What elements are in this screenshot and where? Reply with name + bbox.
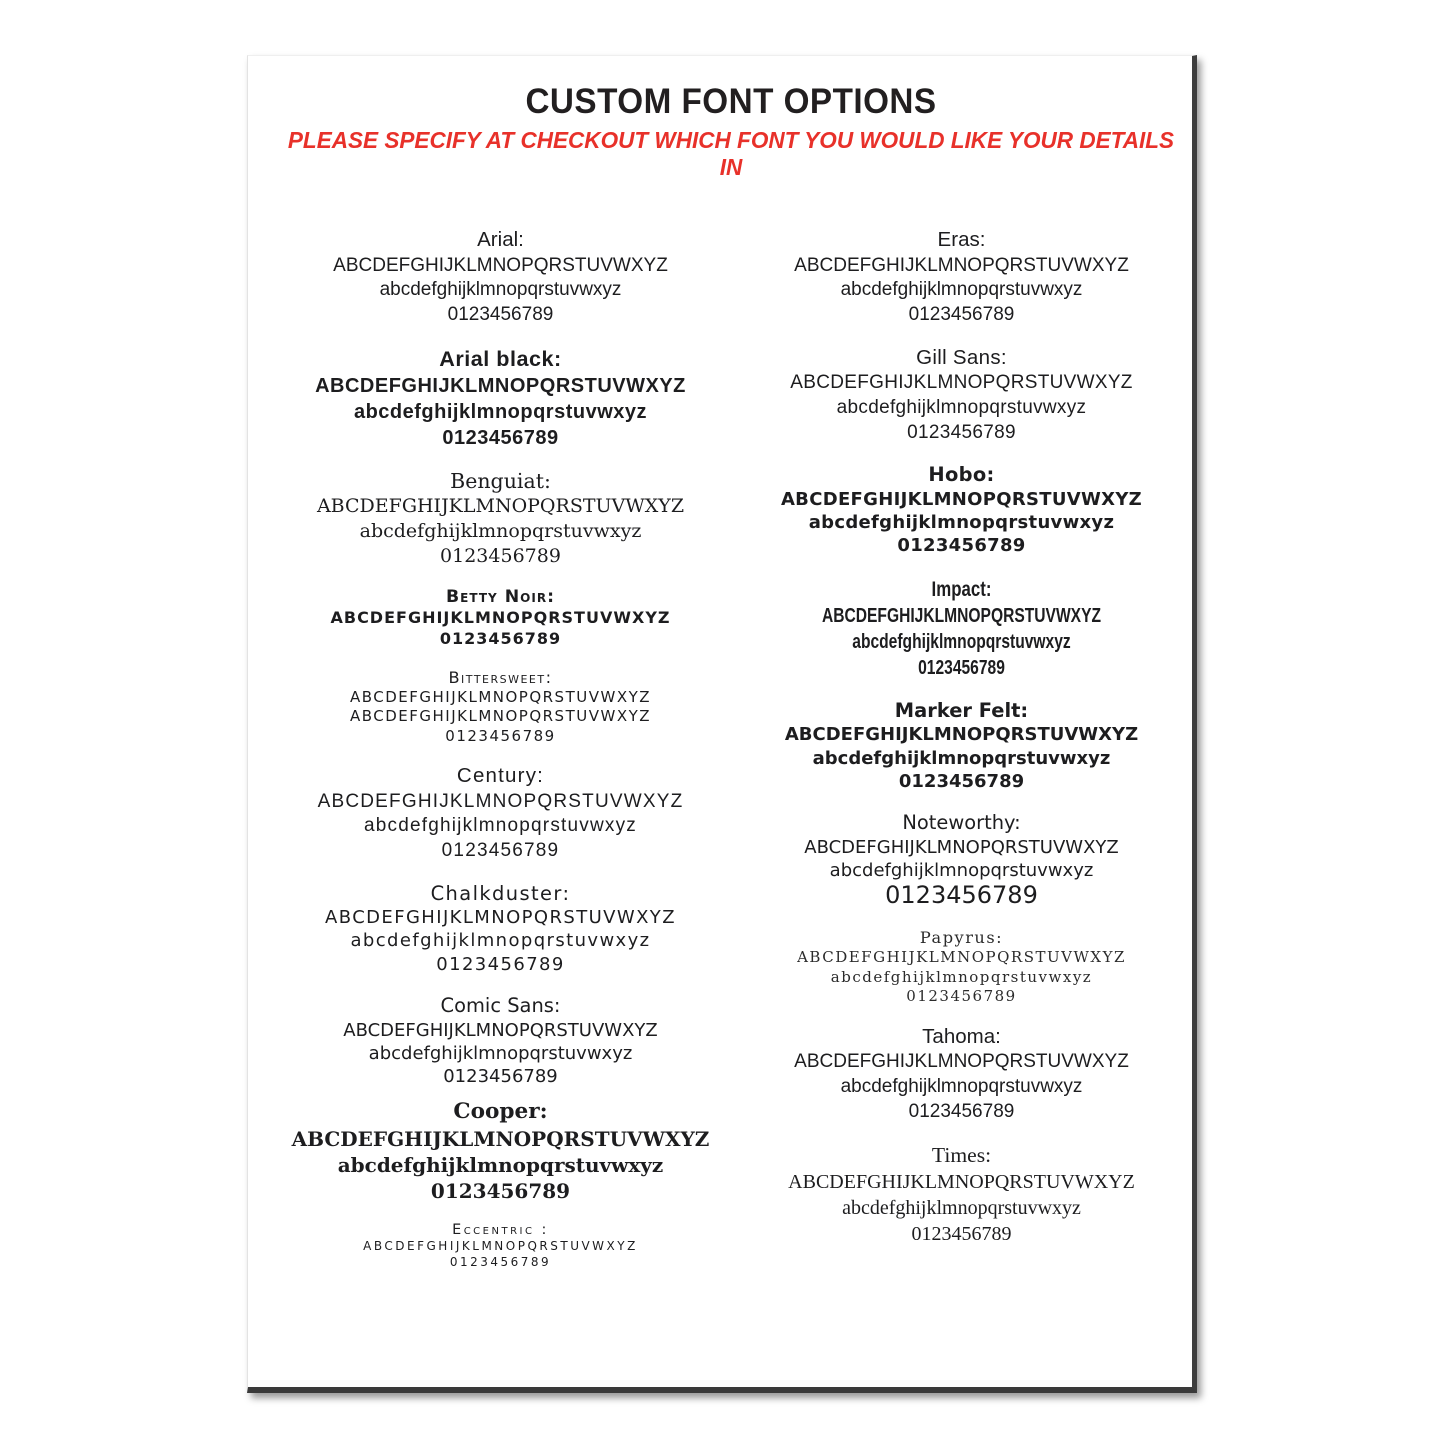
font-column-left (270, 227, 731, 1288)
font-specimen-lines (731, 371, 1192, 445)
font-sample-benguiat (270, 468, 731, 569)
font-specimen-line: abcdefghijklmnopqrstuvwxyz (812, 747, 1111, 769)
font-specimen-line: ABCDEFGHIJKLMNOPQRSTUVWXYZ (291, 1126, 710, 1151)
font-sample-hobo (731, 462, 1192, 557)
font-specimen-line: abcdefghijklmnopqrstuvwxyz (836, 397, 1087, 419)
font-specimen-lines (270, 688, 731, 747)
font-specimen-line: abcdefghijklmnopqrstuvwxyz (829, 860, 1094, 882)
font-specimen-line: 0123456789 (445, 726, 556, 745)
font-specimen-line: 0123456789 (441, 840, 560, 862)
font-name-label: Arial black: (439, 345, 562, 371)
font-specimen-lines (270, 1239, 731, 1270)
font-name-label: Gill Sans: (916, 345, 1007, 369)
font-specimen-line: abcdefghijklmnopqrstuvwxyz (840, 1075, 1083, 1097)
font-sample-comic-sans (270, 993, 731, 1088)
font-sample-gill-sans (731, 345, 1192, 446)
font-specimen-line: 0123456789 (898, 770, 1025, 792)
page-subtitle: PLEASE SPECIFY AT CHECKOUT WHICH FONT YOU WOULD LIKE YOUR DETAILS IN (287, 127, 1175, 180)
font-specimen-line: ABCDEFGHIJKLMNOPQRSTUVWXYZ (797, 948, 1126, 967)
font-specimen-lines (731, 603, 1192, 681)
font-name-label: Noteworthy: (902, 811, 1021, 835)
font-specimen-line: ABCDEFGHIJKLMNOPQRSTUVWXYZ (363, 1239, 638, 1254)
font-name-label: Century: (456, 764, 545, 788)
font-specimen-lines (270, 494, 731, 568)
font-specimen-line: ABCDEFGHIJKLMNOPQRSTUVWXYZ (316, 495, 685, 518)
font-specimen-line: ABCDEFGHIJKLMNOPQRSTUVWXYZ (790, 372, 1133, 394)
font-specimen-lines (731, 1050, 1192, 1124)
font-specimen-line: abcdefghijklmnopqrstuvwxyz (337, 1152, 664, 1177)
font-specimen-line: ABCDEFGHIJKLMNOPQRSTUVWXYZ (788, 1171, 1135, 1194)
font-specimen-line: abcdefghijklmnopqrstuvwxyz (840, 279, 1083, 301)
font-sample-eccentric (270, 1221, 731, 1271)
font-specimen-line: ABCDEFGHIJKLMNOPQRSTUVWXYZ (780, 488, 1143, 510)
font-specimen-line: 0123456789 (897, 535, 1026, 557)
font-name-label: Tahoma: (922, 1024, 1001, 1048)
font-sample-papyrus (731, 927, 1192, 1007)
font-specimen-line: 0123456789 (443, 1066, 558, 1088)
font-specimen-lines (270, 1019, 731, 1089)
font-specimen-lines (270, 254, 731, 328)
font-name-label: Hobo: (928, 463, 995, 487)
font-specimen-lines (731, 1169, 1192, 1247)
font-name-label: Cooper: (453, 1098, 548, 1124)
font-specimen-lines (270, 906, 731, 976)
font-specimen-line: ABCDEFGHIJKLMNOPQRSTUVWXYZ (784, 724, 1139, 746)
font-specimen-line: 0123456789 (447, 304, 554, 326)
font-sample-noteworthy (731, 810, 1192, 910)
font-specimen-line: 0123456789 (908, 304, 1015, 326)
document-page (247, 55, 1197, 1393)
font-name-label: Arial: (477, 228, 524, 251)
font-sample-times (731, 1141, 1192, 1247)
font-sample-arial-black (270, 345, 731, 451)
font-sample-bittersweet (270, 667, 731, 747)
font-name-label: Times: (931, 1143, 992, 1168)
font-sample-eras (731, 227, 1192, 328)
font-specimen-line: 0123456789 (907, 421, 1016, 443)
font-specimen-lines (731, 948, 1192, 1007)
font-specimen-lines (731, 488, 1192, 558)
font-specimen-line: ABCDEFGHIJKLMNOPQRSTUVWXYZ (804, 836, 1119, 858)
font-name-label: Betty Noir: (446, 586, 555, 607)
font-name-label: Comic Sans: (440, 994, 561, 1018)
font-specimen-line: 0123456789 (908, 1100, 1015, 1122)
font-name-label: Chalkduster: (430, 881, 571, 905)
font-specimen-line: ABCDEFGHIJKLMNOPQRSTUVWXYZ (794, 1051, 1129, 1073)
font-specimen-line: 0123456789 (449, 1255, 552, 1270)
font-specimen-line: 0123456789 (440, 544, 561, 567)
font-specimen-lines (270, 1126, 731, 1204)
font-name-label: Benguiat: (450, 468, 551, 493)
font-specimen-line: abcdefghijklmnopqrstuvwxyz (852, 630, 1071, 653)
font-specimen-line: 0123456789 (906, 987, 1017, 1006)
font-sample-arial (270, 227, 731, 328)
font-name-label: Marker Felt: (894, 698, 1029, 722)
font-specimen-lines (731, 723, 1192, 793)
font-sample-impact (731, 575, 1192, 681)
font-name-label: Eccentric : (452, 1221, 549, 1238)
font-specimen-lines (270, 790, 731, 864)
font-specimen-line: abcdefghijklmnopqrstuvwxyz (353, 400, 648, 423)
font-specimen-line: 0123456789 (885, 881, 1038, 910)
font-name-label: Eras: (937, 228, 986, 251)
font-specimen-line: 0123456789 (911, 1223, 1012, 1246)
font-specimen-line: 0123456789 (436, 953, 565, 975)
font-specimen-line: ABCDEFGHIJKLMNOPQRSTUVWXYZ (333, 254, 668, 276)
font-sample-chalkduster (270, 881, 731, 976)
font-specimen-line: ABCDEFGHIJKLMNOPQRSTUVWXYZ (821, 604, 1102, 627)
font-specimen-line: ABCDEFGHIJKLMNOPQRSTUVWXYZ (330, 607, 671, 627)
font-specimen-line: abcdefghijklmnopqrstuvwxyz (842, 1197, 1081, 1220)
font-specimen-line: ABCDEFGHIJKLMNOPQRSTUVWXYZ (325, 907, 676, 929)
font-sample-cooper (270, 1098, 731, 1204)
font-specimen-line: ABCDEFGHIJKLMNOPQRSTUVWXYZ (349, 707, 652, 726)
font-specimen-line: ABCDEFGHIJKLMNOPQRSTUVWXYZ (315, 374, 686, 397)
font-specimen-line: abcdefghijklmnopqrstuvwxyz (808, 512, 1115, 534)
font-specimen-line: 0123456789 (430, 1178, 571, 1203)
font-specimen-line: 0123456789 (442, 426, 559, 449)
font-sample-tahoma (731, 1024, 1192, 1125)
font-specimen-line: abcdefghijklmnopqrstuvwxyz (363, 815, 638, 837)
font-specimen-lines (731, 254, 1192, 328)
font-specimen-line: ABCDEFGHIJKLMNOPQRSTUVWXYZ (343, 1019, 658, 1041)
font-specimen-line: 0123456789 (439, 628, 562, 648)
font-specimen-lines (270, 608, 731, 650)
font-specimen-line: abcdefghijklmnopqrstuvwxyz (359, 520, 642, 543)
font-sample-century (270, 763, 731, 864)
font-name-label: Bittersweet: (448, 667, 553, 687)
font-specimen-line: ABCDEFGHIJKLMNOPQRSTUVWXYZ (349, 687, 652, 706)
font-specimen-line: abcdefghijklmnopqrstuvwxyz (350, 930, 651, 952)
font-specimen-lines (731, 836, 1192, 910)
font-specimen-line: 0123456789 (918, 656, 1005, 679)
page-title: CUSTOM FONT OPTIONS (525, 82, 937, 121)
font-name-label: Papyrus: (919, 928, 1004, 948)
font-name-label: Impact: (931, 575, 992, 601)
font-specimen-line: abcdefghijklmnopqrstuvwxyz (379, 279, 622, 301)
font-sample-betty-noir (270, 586, 731, 650)
font-columns (270, 227, 1192, 1288)
font-specimen-line: ABCDEFGHIJKLMNOPQRSTUVWXYZ (794, 254, 1129, 276)
font-column-right (731, 227, 1192, 1288)
font-specimen-lines (270, 373, 731, 451)
font-sample-marker-felt (731, 698, 1192, 793)
font-specimen-line: abcdefghijklmnopqrstuvwxyz (368, 1042, 633, 1064)
font-specimen-line: ABCDEFGHIJKLMNOPQRSTUVWXYZ (317, 790, 684, 812)
font-specimen-line: abcdefghijklmnopqrstuvwxyz (830, 967, 1093, 986)
